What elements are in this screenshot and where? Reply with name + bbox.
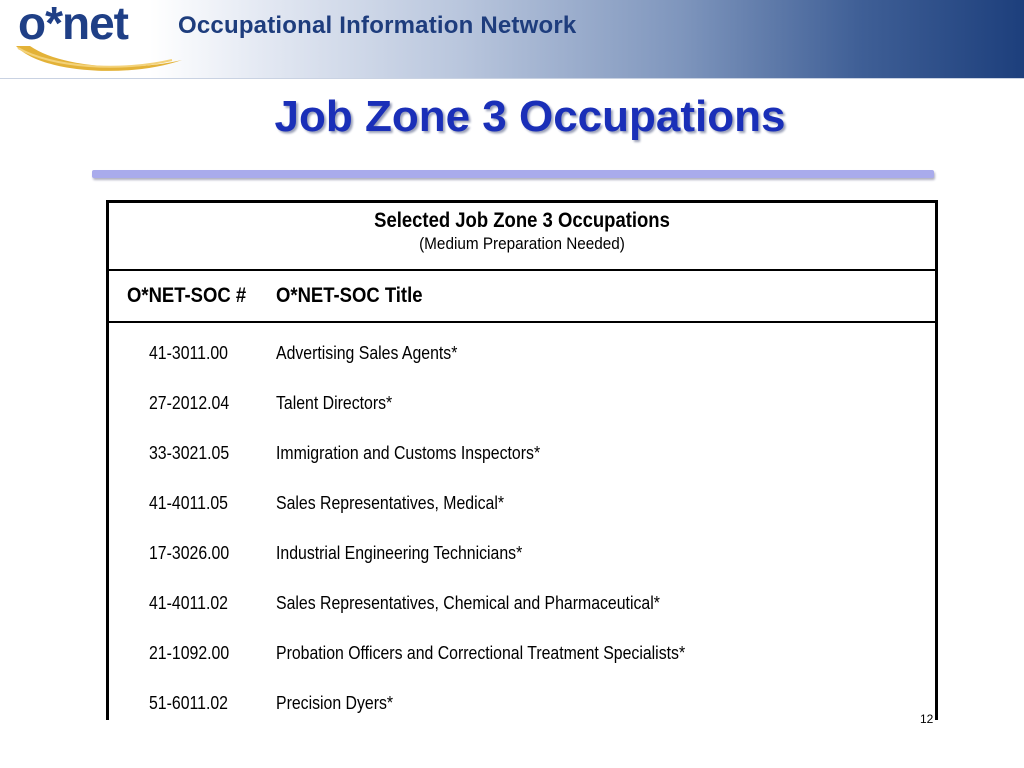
occupations-table (106, 200, 938, 720)
occupation-title: Industrial Engineering Technicians* (276, 543, 523, 563)
table-subcaption: (Medium Preparation Needed) (419, 234, 625, 253)
table-row (109, 323, 935, 373)
occupation-title: Talent Directors* (276, 393, 393, 413)
table-body (109, 323, 935, 720)
occupation-code: 33-3021.05 (149, 443, 230, 463)
occupation-code: 27-2012.04 (149, 393, 230, 413)
table-row (109, 573, 935, 623)
occupation-code: 41-4011.05 (149, 493, 228, 513)
occupation-code: 17-3026.00 (149, 543, 230, 563)
occupation-title: Advertising Sales Agents* (276, 343, 458, 363)
occupation-title: Sales Representatives, Chemical and Pharmaceutical* (276, 593, 660, 613)
page-number: 12 (920, 712, 934, 726)
occupation-title: Sales Representatives, Medical* (276, 493, 505, 513)
logo-text: o*net (18, 0, 128, 49)
table-row (109, 473, 935, 523)
table-caption: Selected Job Zone 3 Occupations (374, 209, 670, 232)
occupation-code: 51-6011.02 (149, 693, 228, 713)
occupation-code: 41-4011.02 (149, 593, 228, 613)
banner-title: Occupational Information Network (178, 12, 577, 39)
table-row (109, 423, 935, 473)
table-row (109, 523, 935, 573)
title-divider (92, 170, 934, 178)
table-row (109, 373, 935, 423)
column-headers (109, 271, 935, 323)
occupation-title: Precision Dyers* (276, 693, 394, 713)
header-banner (0, 0, 1024, 79)
column-header-title: O*NET-SOC Title (276, 284, 423, 307)
onet-logo (12, 2, 182, 74)
occupation-title: Immigration and Customs Inspectors* (276, 443, 541, 463)
slide-title: Job Zone 3 Occupations (274, 92, 786, 141)
occupation-code: 21-1092.00 (149, 643, 230, 663)
column-header-code: O*NET-SOC # (127, 284, 247, 307)
table-row (109, 673, 935, 720)
table-header (109, 203, 935, 271)
table-row (109, 623, 935, 673)
occupation-code: 41-3011.00 (149, 343, 228, 363)
occupation-title: Probation Officers and Correctional Treatment Specialists* (276, 643, 686, 663)
